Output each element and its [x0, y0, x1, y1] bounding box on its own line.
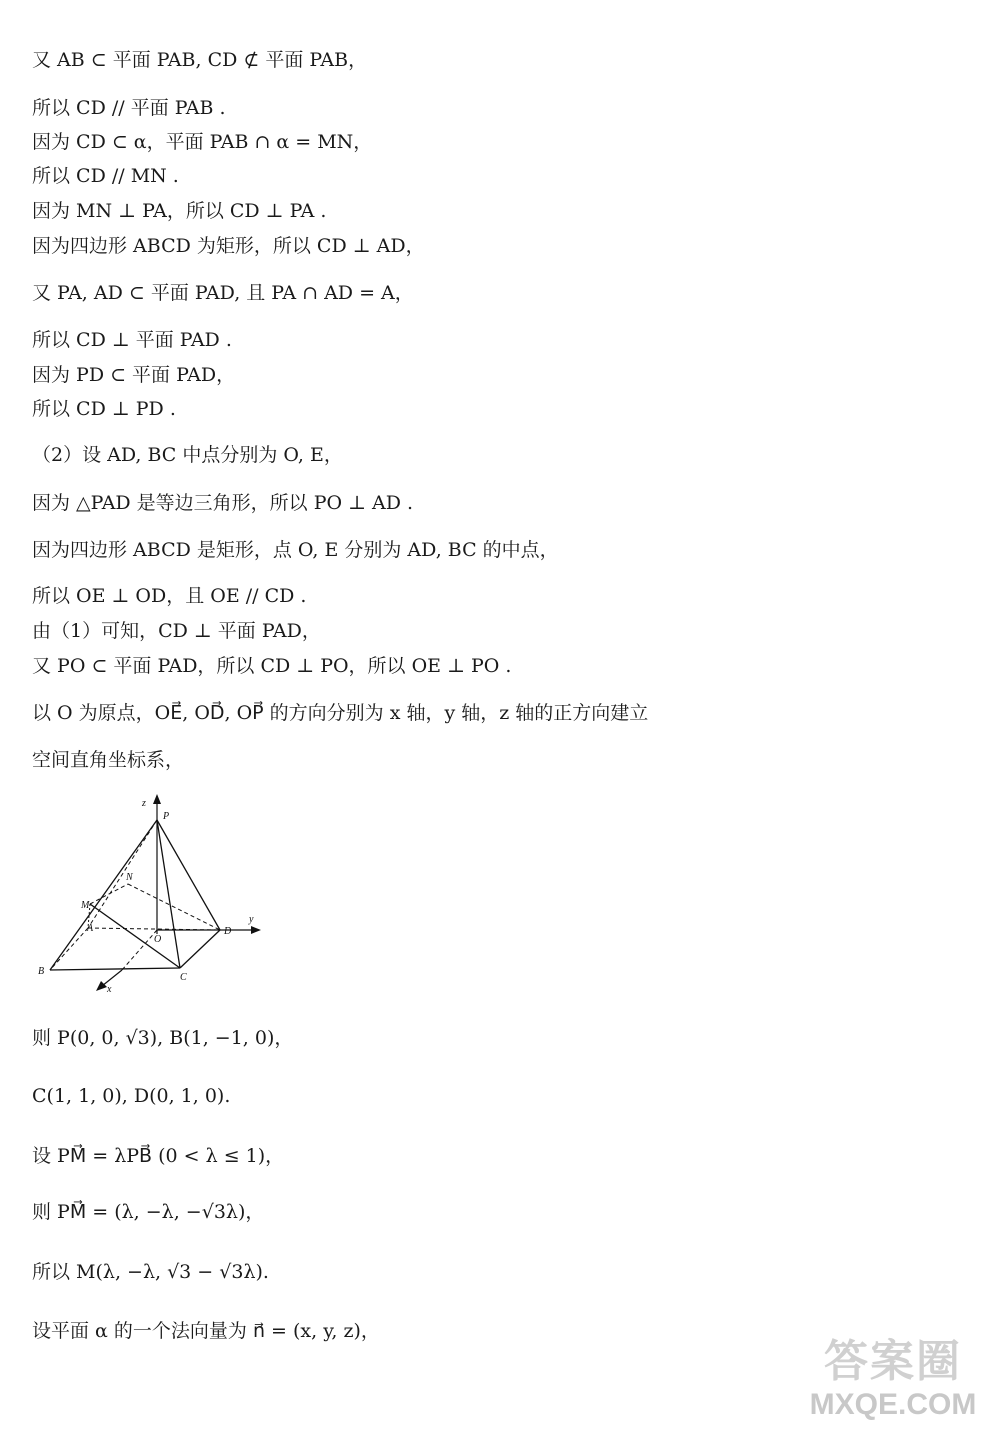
text-line: 所以 M(λ, −λ, √3 − √3λ).	[32, 1261, 269, 1283]
y-axis-arrow	[251, 926, 261, 934]
label-z: z	[142, 798, 146, 809]
x-axis	[102, 970, 122, 986]
text-line: 因为 MN ⊥ PA，所以 CD ⊥ PA .	[32, 200, 327, 222]
text-line: 所以 CD ⊥ 平面 PAD .	[32, 329, 232, 351]
edge-PB	[50, 820, 157, 970]
edge-PC	[157, 820, 180, 968]
text-line: 又 PO ⊂ 平面 PAD，所以 CD ⊥ PO，所以 OE ⊥ PO .	[32, 655, 512, 677]
label-P: P	[163, 811, 170, 822]
text-line: 所以 CD ⊥ PD .	[32, 398, 176, 420]
label-O: O	[154, 934, 162, 945]
text-line: 设平面 α 的一个法向量为 n⃗ = (x, y, z)，	[32, 1320, 380, 1342]
label-A: A	[87, 923, 94, 934]
watermark	[798, 1336, 988, 1428]
text-line: 又 PA, AD ⊂ 平面 PAD, 且 PA ∩ AD = A，	[32, 282, 414, 304]
z-axis-arrow	[153, 794, 161, 804]
text-line: C(1, 1, 0), D(0, 1, 0).	[32, 1085, 231, 1107]
edge-AB	[50, 928, 88, 970]
label-B: B	[38, 966, 45, 977]
pyramid-coordinate-figure	[30, 788, 270, 998]
text-line: 又 AB ⊂ 平面 PAB, CD ⊄ 平面 PAB，	[32, 49, 368, 71]
text-line: 设 PM⃗ = λPB⃗ (0 < λ ≤ 1)，	[32, 1145, 285, 1167]
text-line: （2）设 AD, BC 中点分别为 O, E，	[32, 444, 343, 466]
edge-PA	[88, 820, 157, 928]
text-line: 以 O 为原点，OE⃗, OD⃗, OP⃗ 的方向分别为 x 轴，y 轴，z 轴的正方向建立	[32, 702, 649, 724]
edge-CD	[180, 930, 220, 968]
text-line: 所以 CD // MN .	[32, 165, 179, 187]
edge-BC	[50, 968, 180, 970]
text-line: 所以 OE ⊥ OD，且 OE // CD .	[32, 585, 307, 607]
watermark-site: MXQE.COM	[809, 1388, 977, 1421]
label-C: C	[180, 972, 187, 983]
x-axis-arrow	[96, 981, 107, 991]
label-y: y	[249, 914, 254, 925]
edge-AD	[88, 928, 220, 930]
label-M: M	[81, 900, 90, 911]
label-x: x	[107, 984, 112, 995]
text-line: 由（1）可知，CD ⊥ 平面 PAD，	[32, 620, 321, 642]
text-line: 则 PM⃗ = (λ, −λ, −√3λ)，	[32, 1201, 265, 1223]
segment-MC	[90, 904, 180, 968]
edge-PD	[157, 820, 220, 930]
label-D: D	[224, 926, 232, 937]
text-line: 因为 △PAD 是等边三角形，所以 PO ⊥ AD .	[32, 492, 414, 514]
text-line: 因为四边形 ABCD 是矩形，点 O, E 分别为 AD, BC 的中点，	[32, 539, 559, 561]
text-line: 则 P(0, 0, √3), B(1, −1, 0)，	[32, 1027, 294, 1049]
text-line: 空间直角坐标系，	[32, 749, 185, 771]
text-line: 所以 CD // 平面 PAB .	[32, 97, 226, 119]
label-N: N	[126, 872, 133, 883]
text-line: 因为 PD ⊂ 平面 PAD，	[32, 364, 236, 386]
text-line: 因为四边形 ABCD 为矩形，所以 CD ⊥ AD，	[32, 235, 425, 257]
text-line: 因为 CD ⊂ α，平面 PAB ∩ α = MN，	[32, 131, 373, 153]
watermark-logo: 答案圈	[824, 1337, 962, 1386]
x-axis-hidden	[122, 930, 157, 970]
